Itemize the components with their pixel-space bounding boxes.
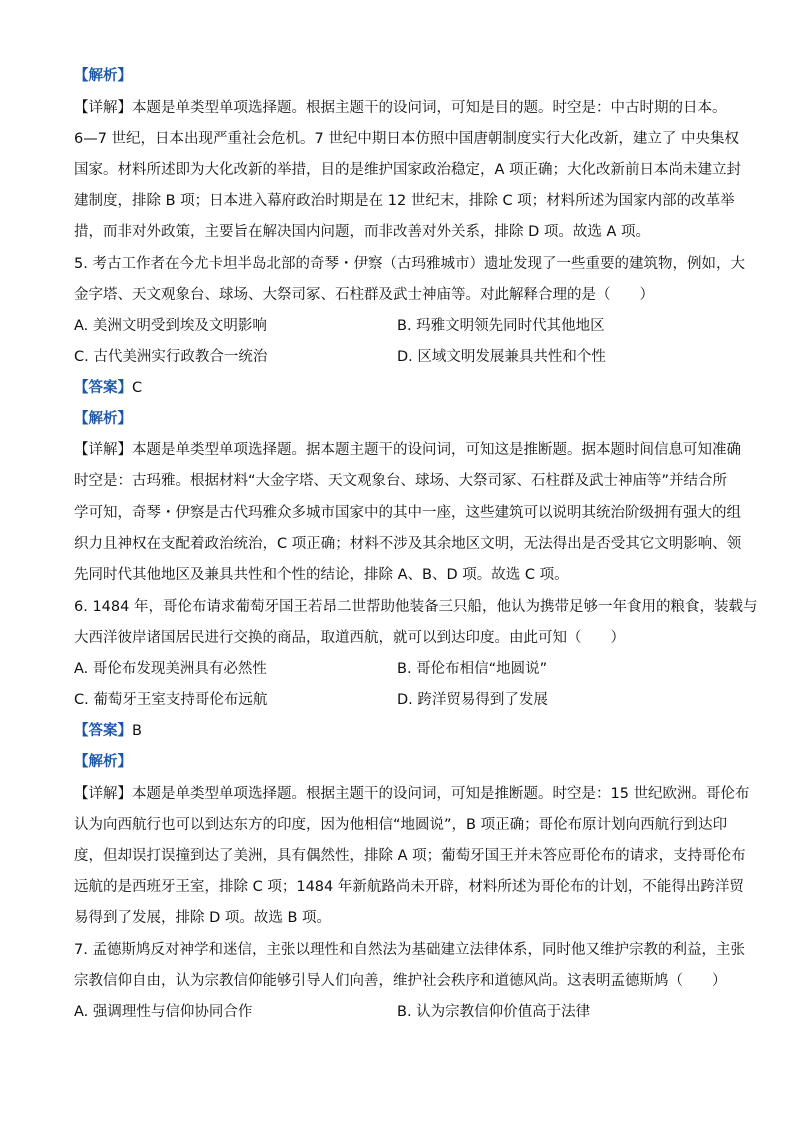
q7-option-b: B. 认为宗教信仰价值高于法律 <box>397 1004 591 1020</box>
analysis-label: 【解析】 <box>74 754 132 770</box>
q5-detail-line: 先同时代其他地区及兼具共性和个性的结论，排除 A、B、D 项。故选 C 项。 <box>74 567 569 583</box>
q6-option-d: D. 跨洋贸易得到了发展 <box>397 692 548 708</box>
q7-stem-line: 宗教信仰自由，认为宗教信仰能够引导人们向善，维护社会秩序和道德风尚。这表明孟德斯鸠（ ） <box>74 973 727 989</box>
q4-detail-line: 6—7 世纪，日本出现严重社会危机。7 世纪中期日本仿照中国唐朝制度实行大化改新，建立了 中央集权 <box>74 131 739 147</box>
q4-detail-line: 措，而非对外政策，主要旨在解决国内问题，而非改善对外关系，排除 D 项。故选 A 项。 <box>74 224 651 240</box>
q6-option-b: B. 哥伦布相信“地圆说” <box>397 661 548 677</box>
q6-stem-line: 大西洋彼岸诸国居民进行交换的商品，取道西航，就可以到达印度。由此可知（ ） <box>74 630 625 646</box>
q5-stem-line: 金字塔、天文观象台、球场、大祭司冢、石柱群及武士神庙等。对此解释合理的是（ ） <box>74 287 654 303</box>
analysis-label: 【解析】 <box>74 68 132 84</box>
q7-option-a: A. 强调理性与信仰协同合作 <box>74 1004 253 1020</box>
q6-detail-line: 易得到了发展，排除 D 项。故选 B 项。 <box>74 910 332 926</box>
q4-detail-line: 【详解】本题是单类型单项选择题。根据主题干的设问词，可知是目的题。时空是：中古时期的日本。 <box>74 100 727 116</box>
q6-detail-line: 认为向西航行也可以到达东方的印度，因为他相信“地圆说”，B 项正确；哥伦布原计划向西航行到达印 <box>74 817 728 833</box>
q6-detail-line: 远航的是西班牙王室，排除 C 项；1484 年新航路尚未开辟，材料所述为哥伦布的计划，不能得出跨洋贸 <box>74 879 744 895</box>
q5-answer: 【答案】C <box>74 380 143 396</box>
q6-detail-line: 度，但却误打误撞到达了美洲，具有偶然性，排除 A 项；葡萄牙国王并未答应哥伦布的请求，支持哥伦布 <box>74 848 746 864</box>
q6-answer: 【答案】B <box>74 723 142 739</box>
q4-detail-line: 建制度，排除 B 项；日本进入幕府政治时期是在 12 世纪末，排除 C 项；材料所述为国家内部的改革举 <box>74 193 735 209</box>
q5-option-c: C. 古代美洲实行政教合一统治 <box>74 349 268 365</box>
analysis-label: 【解析】 <box>74 411 132 427</box>
q5-option-b: B. 玛雅文明领先同时代其他地区 <box>397 318 605 334</box>
q4-detail-line: 国家。材料所述即为大化改新的举措，目的是维护国家政治稳定，A 项正确；大化改新前日本尚未建立封 <box>74 162 742 178</box>
q7-stem-line: 7. 孟德斯鸠反对神学和迷信，主张以理性和自然法为基础建立法律体系，同时他又维护宗教的利益，主张 <box>74 942 745 958</box>
q6-option-a: A. 哥伦布发现美洲具有必然性 <box>74 661 267 677</box>
q6-stem-line: 6. 1484 年，哥伦布请求葡萄牙国王若昂二世帮助他装备三只船，他认为携带足够一年食用的粮食，装载与 <box>74 599 758 615</box>
q5-detail-line: 学可知，奇琴・伊察是古代玛雅众多城市国家中的其中一座，这些建筑可以说明其统治阶级拥有强大的组 <box>74 505 741 521</box>
q6-option-c: C. 葡萄牙王室支持哥伦布远航 <box>74 692 268 708</box>
q5-detail-line: 【详解】本题是单类型单项选择题。据本题主题干的设问词，可知这是推断题。据本题时间信息可知准确 <box>74 442 741 458</box>
q5-detail-line: 织力且神权在支配着政治统治，C 项正确；材料不涉及其余地区文明，无法得出是否受其它文明影响、领 <box>74 536 742 552</box>
q5-detail-line: 时空是：古玛雅。根据材料“大金字塔、天文观象台、球场、大祭司冢、石柱群及武士神庙等”并结合所 <box>74 473 728 489</box>
q5-stem-line: 5. 考古工作者在今尤卡坦半岛北部的奇琴・伊察（古玛雅城市）遗址发现了一些重要的建筑物，例如，大 <box>74 256 745 272</box>
q5-option-a: A. 美洲文明受到埃及文明影响 <box>74 318 267 334</box>
q5-option-d: D. 区域文明发展兼具共性和个性 <box>397 349 606 365</box>
q6-detail-line: 【详解】本题是单类型单项选择题。根据主题干的设问词，可知是推断题。时空是：15 世纪欧洲。哥伦布 <box>74 786 750 802</box>
